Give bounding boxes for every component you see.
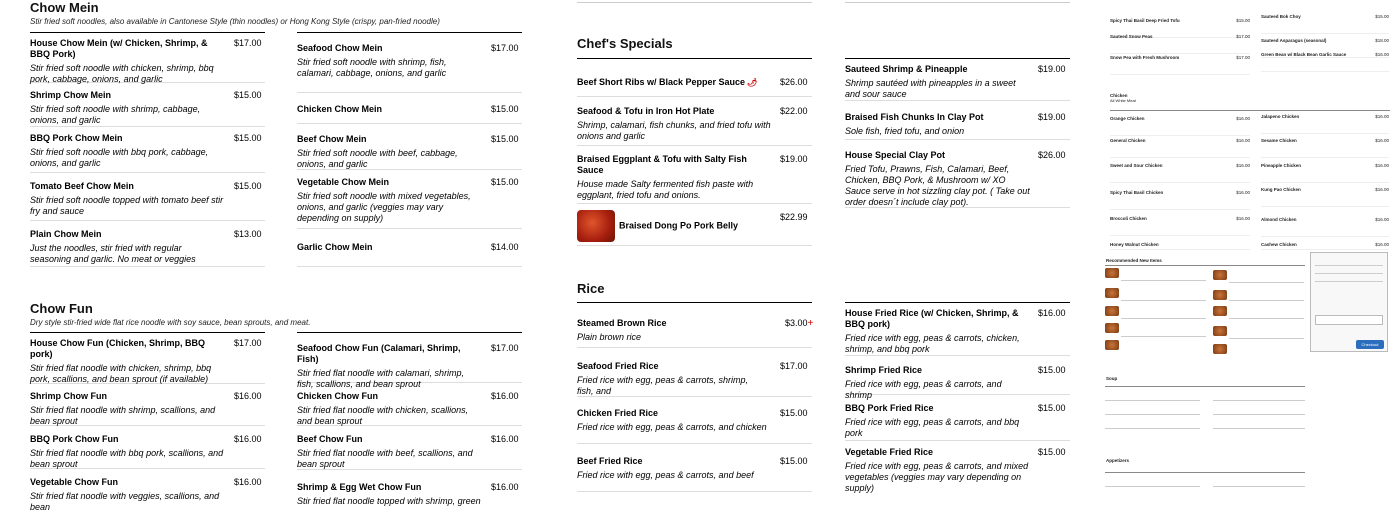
preview-item-price: $17.00 [1236, 34, 1250, 39]
divider [577, 58, 812, 59]
item-price: $15.00 [1038, 403, 1066, 413]
item-description: Stir fried soft noodle with shrimp, fish, calamari, cabbage, onions, and garlic [297, 57, 447, 78]
item-name: Steamed Brown Rice [577, 318, 667, 328]
item-price: $16.00 [234, 477, 262, 487]
item-price: $17.00 [491, 343, 519, 353]
item-name: BBQ Pork Fried Rice [845, 403, 934, 413]
preview-divider [1229, 282, 1304, 283]
section-title: Chow Fun [30, 301, 93, 316]
item-price-text: $3.00 [785, 318, 808, 328]
preview-item[interactable] [1110, 242, 1250, 250]
divider [845, 2, 1070, 3]
item-name: Seafood & Tofu in Iron Hot Plate [577, 106, 715, 116]
item-description: Fried Tofu, Prawns, Fish, Calamari, Beef, Chicken, BBQ Pork, & Mushroom w/ XO Sauce serve in hot sizzling clay pot. ( Take out order doesn´t include clay pot). [845, 164, 1030, 207]
item-description: Stir fried flat noodle with chicken, shrimp, bbq pork, scallions, and bean sprout (if available) [30, 363, 212, 384]
item-description: Sole fish, fried tofu, and onion [845, 126, 965, 136]
item-price: $19.00 [1038, 112, 1066, 122]
preview-item-price: $16.00 [1236, 138, 1250, 143]
item-name: Shrimp Chow Mein [30, 90, 111, 100]
item-name: Seafood Chow Fun (Calamari, Shrimp, Fish) [297, 343, 461, 364]
item-name: House Special Clay Pot [845, 150, 946, 160]
preview-item-name: Sweet and Sour Chicken [1110, 163, 1163, 168]
item-description: Plain brown rice [577, 332, 642, 342]
preview-item-name: Almond Chicken [1261, 217, 1297, 222]
preview-section-header [1110, 93, 1136, 103]
preview-item[interactable] [1261, 163, 1389, 183]
food-thumbnail [1213, 326, 1227, 336]
food-thumbnail [1105, 306, 1119, 316]
divider [30, 332, 265, 333]
item-name: Chicken Fried Rice [577, 408, 659, 418]
preview-section-title: Appetizers [1106, 458, 1130, 463]
food-thumbnail [1105, 323, 1119, 333]
item-description: Stir fried soft noodle with beef, cabbage, onions, and garlic [297, 148, 458, 169]
menu-item[interactable] [30, 338, 265, 384]
food-thumbnail [1105, 288, 1119, 298]
item-name [577, 77, 772, 88]
item-price: $16.00 [491, 434, 519, 444]
preview-item-price: $16.00 [1375, 187, 1389, 192]
item-price: $17.00 [234, 338, 262, 348]
preview-divider [1121, 336, 1206, 337]
item-name: Shrimp Chow Fun [30, 391, 107, 401]
item-description: Fried rice with egg, peas & carrots, and shrimp [845, 379, 1002, 400]
item-description: Stir fried flat noodle with bbq pork, scallions, and bean sprout [30, 448, 224, 469]
item-description: Shrimp sautéed with pineapples in a sweet and sour sauce [845, 78, 1016, 99]
divider [845, 58, 1070, 59]
preview-item[interactable] [1261, 114, 1389, 134]
preview-item[interactable] [1261, 138, 1389, 158]
summary-line [1315, 265, 1383, 266]
menu-item[interactable] [577, 408, 812, 444]
menu-item[interactable] [845, 308, 1070, 356]
preview-divider [1105, 472, 1305, 473]
menu-item[interactable] [30, 229, 265, 267]
preview-section-title: Soup [1106, 376, 1118, 381]
preview-divider [1121, 280, 1206, 281]
divider [297, 332, 522, 333]
preview-divider [1229, 300, 1304, 301]
menu-item[interactable] [577, 154, 812, 204]
item-name: Vegetable Fried Rice [845, 447, 934, 457]
preview-item[interactable] [1110, 116, 1250, 136]
item-description: Shrimp, calamari, fish chunks, and fried tofu with onions and garlic [577, 120, 771, 141]
preview-divider [1110, 110, 1390, 111]
item-price: $15.00 [491, 104, 519, 114]
item-description: Stir fried soft noodle with mixed vegetables, onions, and garlic (veggies may vary depending on supply) [297, 191, 471, 223]
preview-divider [1105, 386, 1305, 387]
item-name: BBQ Pork Chow Fun [30, 434, 119, 444]
preview-divider [1105, 486, 1200, 487]
preview-divider [1229, 318, 1304, 319]
food-thumbnail [1213, 270, 1227, 280]
preview-item[interactable] [1110, 190, 1250, 210]
item-name: Sauteed Shrimp & Pineapple [845, 64, 968, 74]
item-description: Stir fried soft noodle with shrimp, cabbage, onions, and garlic [30, 104, 201, 125]
divider [297, 32, 522, 33]
item-description: Fried rice with egg, peas & carrots, and bbq pork [845, 417, 1020, 438]
item-description: Fried rice with egg, peas & carrots, and beef [577, 470, 754, 480]
menu-item[interactable] [297, 242, 522, 267]
preview-item-name: Pineapple Chicken [1261, 163, 1302, 168]
preview-divider [1213, 400, 1305, 401]
item-name: Chicken Chow Fun [297, 391, 378, 401]
preview-item-name: Orange Chicken [1110, 116, 1145, 121]
menu-item[interactable] [845, 403, 1070, 441]
section-title: Chef's Specials [577, 36, 673, 51]
preview-item-price: $16.00 [1375, 242, 1389, 247]
item-price: $17.00 [780, 361, 808, 371]
menu-item[interactable] [577, 210, 812, 246]
item-price: $22.99 [780, 212, 808, 222]
item-name: Beef Chow Mein [297, 134, 367, 144]
item-name: Braised Eggplant & Tofu with Salty Fish Sauce [577, 154, 747, 175]
preview-item-price: $16.00 [1375, 138, 1389, 143]
menu-item[interactable] [297, 434, 522, 470]
menu-item[interactable] [30, 391, 265, 426]
item-price: $16.00 [234, 434, 262, 444]
checkout-button[interactable]: Checkout [1356, 340, 1384, 349]
divider [577, 302, 812, 303]
preview-divider [1105, 265, 1305, 266]
item-description: Stir fried flat noodle with shrimp, scallions, and bean sprout [30, 405, 216, 426]
item-price: $13.00 [234, 229, 262, 239]
preview-item-price: $16.00 [1375, 114, 1389, 119]
preview-divider [1105, 428, 1200, 429]
menu-item[interactable] [297, 391, 522, 426]
food-thumbnail [1105, 340, 1119, 350]
preview-item-name: Spicy Thai Basil Deep Fried Tofu [1110, 18, 1180, 23]
preview-item-price: $18.00 [1375, 38, 1389, 43]
item-price: $15.00 [491, 177, 519, 187]
item-name [577, 210, 772, 242]
menu-item[interactable] [577, 77, 812, 97]
food-thumbnail [1105, 268, 1119, 278]
menu-item[interactable] [30, 38, 265, 83]
preview-item-name: Green Bean w/ Black Bean Garlic Sauce [1261, 52, 1347, 57]
menu-item[interactable] [845, 112, 1070, 140]
food-thumbnail [1213, 344, 1227, 354]
menu-item[interactable] [577, 106, 812, 146]
menu-item[interactable] [845, 64, 1070, 101]
preview-item-price: $15.00 [1375, 14, 1389, 19]
menu-item[interactable] [30, 477, 265, 512]
menu-item[interactable] [845, 365, 1070, 400]
preview-item[interactable] [1261, 14, 1389, 34]
preview-divider [1105, 400, 1200, 401]
preview-item-name: Honey Walnut Chicken [1110, 242, 1159, 247]
preview-item-price: $16.00 [1236, 163, 1250, 168]
item-price: $16.00 [1038, 308, 1066, 318]
menu-item[interactable] [30, 133, 265, 173]
item-description: Fried rice with egg, peas & carrots, shrimp, fish, and [577, 375, 749, 396]
summary-line [1315, 281, 1383, 282]
pork-belly-photo [577, 210, 615, 242]
menu-item[interactable] [30, 181, 265, 221]
item-price: $15.00 [234, 90, 262, 100]
item-description: Fried rice with egg, peas & carrots, and chicken [577, 422, 767, 432]
food-thumbnail [1213, 306, 1227, 316]
preview-item-name: Sauteed Bok Choy [1261, 14, 1301, 19]
menu-item[interactable] [297, 134, 522, 170]
item-price: $16.00 [491, 482, 519, 492]
item-name: House Chow Fun (Chicken, Shrimp, BBQ pork) [30, 338, 206, 359]
preview-item[interactable] [1110, 163, 1250, 183]
add-icon[interactable]: + [807, 318, 814, 329]
order-summary-box [1310, 252, 1388, 352]
preview-item-name: Spicy Thai Basil Chicken [1110, 190, 1164, 195]
menu-item[interactable] [577, 361, 812, 397]
preview-divider [1121, 300, 1206, 301]
item-description: Stir fried flat noodle with veggies, scallions, and bean [30, 491, 220, 512]
item-price: $15.00 [234, 181, 262, 191]
preview-item-name: Cashew Chicken [1261, 242, 1297, 247]
item-name: Garlic Chow Mein [297, 242, 373, 252]
divider [845, 302, 1070, 303]
item-description: Stir fried soft noodle with bbq pork, cabbage, onions, and garlic [30, 147, 209, 168]
item-name: Seafood Chow Mein [297, 43, 383, 53]
item-name-text: Braised Dong Po Pork Belly [619, 220, 739, 231]
item-price: $16.00 [234, 391, 262, 401]
preview-divider [1213, 414, 1305, 415]
preview-divider [1105, 414, 1200, 415]
preview-item[interactable] [1110, 34, 1250, 54]
item-description: Fried rice with egg, peas & carrots, chicken, shrimp, and bbq pork [845, 333, 1020, 354]
preview-item-name: Sauteed Asparagus (seasonal) [1261, 38, 1327, 43]
item-name: Tomato Beef Chow Mein [30, 181, 134, 191]
preview-item-price: $16.00 [1375, 163, 1389, 168]
menu-item[interactable] [297, 43, 522, 93]
item-price [785, 318, 813, 329]
preview-item-name: Sauteed Snow Peas [1110, 34, 1153, 39]
item-name: Chicken Chow Mein [297, 104, 383, 114]
preview-divider [1213, 486, 1305, 487]
item-name: Seafood Fried Rice [577, 361, 659, 371]
item-name: Shrimp & Egg Wet Chow Fun [297, 482, 422, 492]
preview-item-price: $16.00 [1375, 217, 1389, 222]
item-price: $17.00 [491, 43, 519, 53]
preview-item-name: Jalapeno Chicken [1261, 114, 1300, 119]
item-price: $19.00 [780, 154, 808, 164]
summary-line [1315, 273, 1383, 274]
menu-item[interactable] [577, 456, 812, 492]
menu-item[interactable] [845, 150, 1070, 208]
item-name-text: Beef Short Ribs w/ Black Pepper Sauce [577, 77, 746, 87]
item-price: $19.00 [1038, 64, 1066, 74]
item-description: House made Salty fermented fish paste with eggplant, fried tofu and onions. [577, 179, 754, 200]
preview-section-desc: All White Meat [1110, 98, 1136, 103]
menu-item[interactable] [845, 447, 1070, 497]
chili-pepper-icon: 🌶 [747, 78, 758, 87]
food-thumbnail [1213, 290, 1227, 300]
preview-item-name: Sesame Chicken [1261, 138, 1297, 143]
item-name: Beef Chow Fun [297, 434, 363, 444]
preview-item-name: Broccoli Chicken [1110, 216, 1147, 221]
item-description: Stir fried flat noodle with beef, scallions, and bean sprout [297, 448, 473, 469]
item-description: Stir fried flat noodle topped with shrimp, green [297, 496, 481, 506]
menu-item[interactable] [577, 318, 812, 348]
menu-item[interactable] [297, 104, 522, 124]
item-description: Stir fried soft noodle with chicken, shrimp, bbq pork, cabbage, onions, and garlic [30, 63, 214, 84]
preview-section-title: Recommended New Items [1106, 258, 1162, 263]
preview-item[interactable] [1110, 138, 1250, 158]
preview-section-title: Chicken [1110, 93, 1128, 98]
item-price: $26.00 [780, 77, 808, 87]
item-name: Braised Fish Chunks In Clay Pot [845, 112, 984, 122]
item-description: Stir fried soft noodle topped with tomato beef stir fry and sauce [30, 195, 224, 216]
preview-divider [1229, 338, 1304, 339]
instructions-field[interactable] [1315, 315, 1383, 325]
item-price: $17.00 [234, 38, 262, 48]
item-name: Shrimp Fried Rice [845, 365, 923, 375]
preview-item-name: General Chicken [1110, 138, 1146, 143]
preview-item[interactable] [1261, 52, 1389, 72]
chow-fun-section [30, 301, 525, 327]
item-name: Beef Fried Rice [577, 456, 643, 466]
item-name: BBQ Pork Chow Mein [30, 133, 123, 143]
item-price: $15.00 [780, 456, 808, 466]
item-description: Fried rice with egg, peas & carrots, and mixed vegetables (veggies may vary depending on supply) [845, 461, 1029, 493]
item-name: Vegetable Chow Fun [30, 477, 119, 487]
item-description: Just the noodles, stir fried with regular seasoning and garlic. No meat or veggies [30, 243, 196, 264]
item-price: $22.00 [780, 106, 808, 116]
item-name: House Chow Mein (w/ Chicken, Shrimp, & BBQ Pork) [30, 38, 208, 59]
preview-item[interactable] [1110, 216, 1250, 236]
preview-item-name: Snow Pea with Fresh Mushroom [1110, 55, 1180, 60]
preview-item-name: Kung Pao Chicken [1261, 187, 1301, 192]
menu-item[interactable] [297, 177, 522, 229]
section-title: Rice [577, 281, 605, 296]
preview-divider [1213, 428, 1305, 429]
section-description: Stir fried soft noodles, also available in Cantonese Style (thin noodles) or Hong Kong Style (crispy, pan-fried noodle) [30, 17, 440, 26]
menu-item[interactable] [30, 434, 265, 469]
preview-item-price: $15.00 [1236, 18, 1250, 23]
divider [30, 32, 265, 33]
item-price: $15.00 [491, 134, 519, 144]
item-description: Stir fried flat noodle with calamari, shrimp, fish, scallions, and bean sprout [297, 368, 465, 389]
preview-item[interactable] [1261, 217, 1389, 237]
preview-item[interactable] [1261, 242, 1389, 250]
item-price: $15.00 [1038, 365, 1066, 375]
item-price: $15.00 [234, 133, 262, 143]
preview-divider [1121, 318, 1206, 319]
item-name: Vegetable Chow Mein [297, 177, 390, 187]
item-description: Stir fried flat noodle with chicken, scallions, and bean sprout [297, 405, 469, 426]
menu-item[interactable] [297, 482, 522, 504]
menu-item[interactable] [30, 90, 265, 127]
item-price: $15.00 [780, 408, 808, 418]
item-price: $14.00 [491, 242, 519, 252]
preview-item[interactable] [1261, 187, 1389, 207]
item-price: $15.00 [1038, 447, 1066, 457]
preview-item-price: $16.00 [1375, 52, 1389, 57]
section-description: Dry style stir-fried wide flat rice noodle with soy sauce, bean sprouts, and meat. [30, 318, 311, 327]
section-title: Chow Mein [30, 0, 99, 15]
preview-item-price: $17.00 [1236, 55, 1250, 60]
preview-item-price: $16.00 [1236, 190, 1250, 195]
item-price: $16.00 [491, 391, 519, 401]
item-name: Plain Chow Mein [30, 229, 102, 239]
item-price: $26.00 [1038, 150, 1066, 160]
preview-item-price: $16.00 [1236, 116, 1250, 121]
preview-item[interactable] [1110, 55, 1250, 75]
item-name: House Fried Rice (w/ Chicken, Shrimp, & BBQ pork) [845, 308, 1019, 329]
preview-item-price: $16.00 [1236, 216, 1250, 221]
menu-preview-panel [1105, 0, 1395, 500]
divider [577, 2, 812, 3]
menu-item[interactable] [297, 343, 522, 389]
